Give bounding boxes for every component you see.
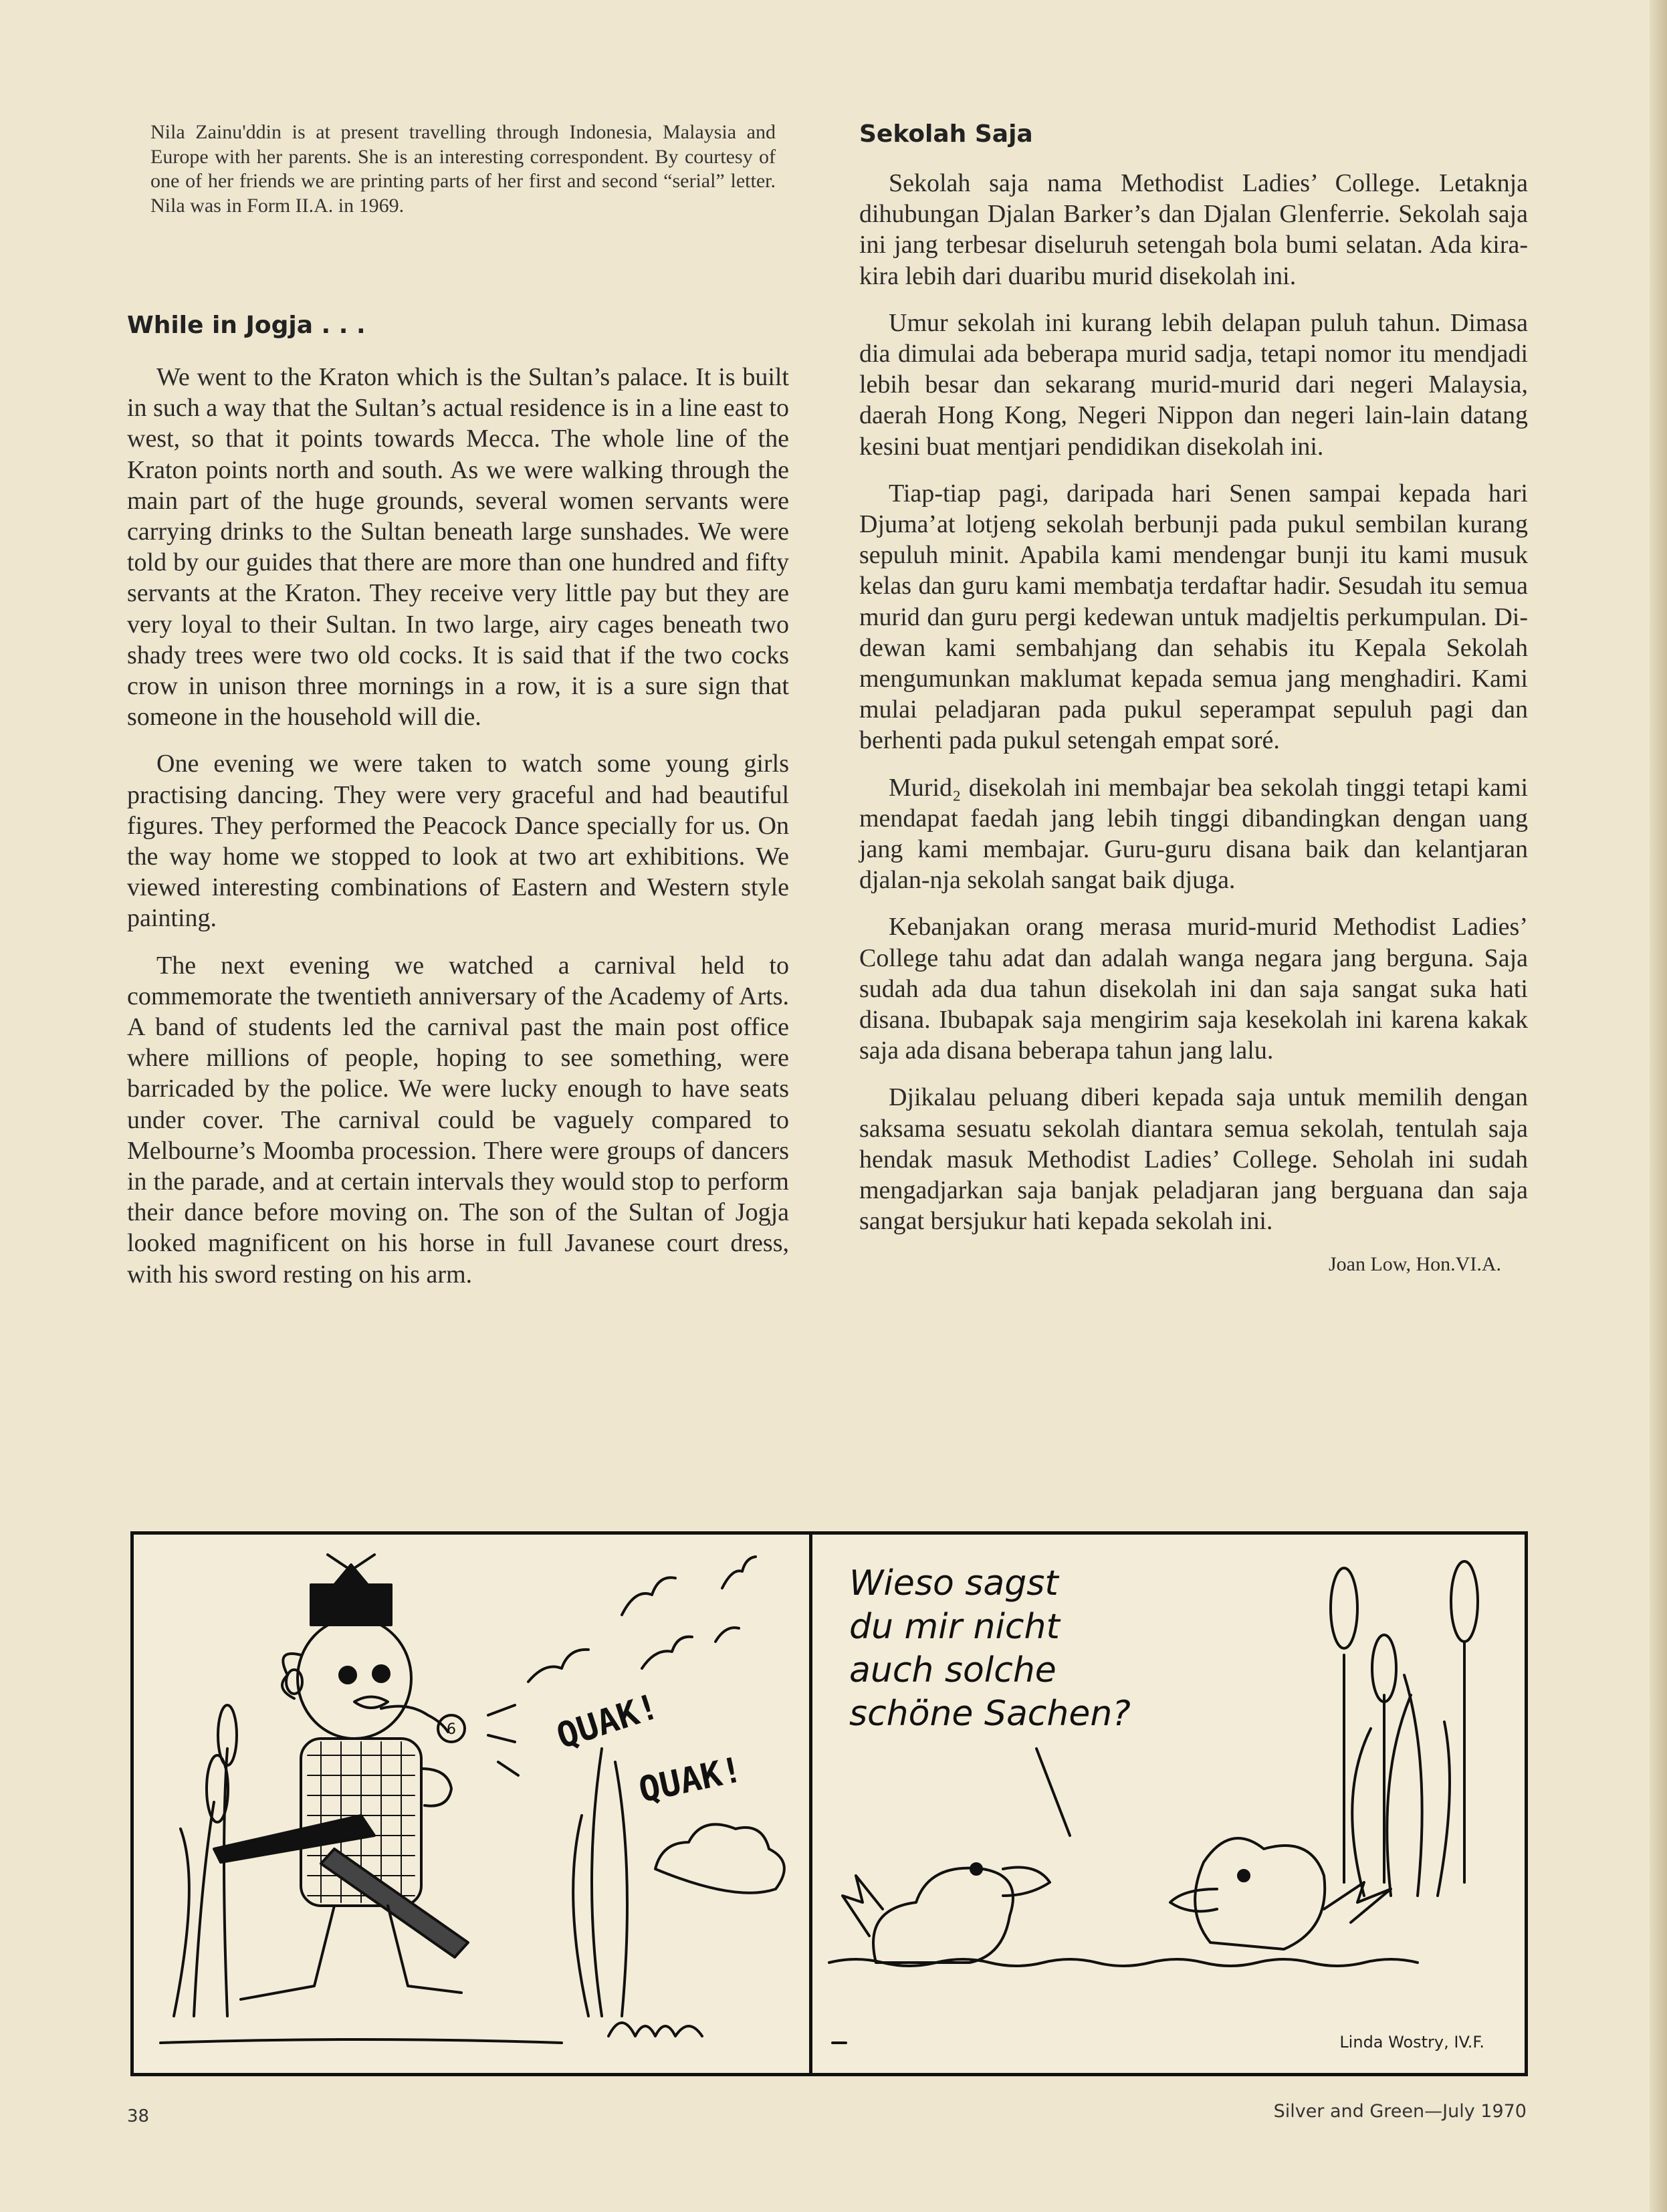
saja-paragraph-5: Kebanjakan orang merasa murid-murid Methodist Ladies’ College tahu adat dan adalah wanga negara jang berguna. Saja sudah ada dua tahun disekolah ini dan saja sangat suka hati disana. Ibubapak saja mengirim saja kesekolah ini karena kakak saja ada disana beberapa tahun jang lalu. xyxy=(859,913,1528,1065)
speech-line-3: auch solche xyxy=(849,1650,1057,1690)
duck-right-tail xyxy=(1324,1882,1391,1922)
saja-paragraph-3: Tiap-tiap pagi, daripada hari Senen sampai kepada hari Djuma’at lotjeng sekolah berbunji pada pukul sembilan kurang sepuluh minit. Apabila kami mendengar bunji itu kami musuk kelas dan guru kami membatja terdaftar hadir. Sesudah itu semua murid dan guru pergi kedewan untuk madjeltis perkumpulan. Di-dewan kami sembahjang dan sehabis itu Kepala Sekolah mengumunkan maklumat kepada semua jang menghadiri. Kami mulai peladjaran pada pukul seperampat sepuluh pagi dan berhenti pada pukul setengah empat soré. xyxy=(859,479,1528,755)
left-panel-drawing xyxy=(160,1555,784,2043)
left-leg xyxy=(241,1906,334,1999)
ear xyxy=(286,1670,302,1694)
middle-reeds xyxy=(573,1749,627,2016)
page-number: 38 xyxy=(127,2106,150,2126)
speech-text xyxy=(849,1563,1131,1734)
grass xyxy=(608,2023,702,2036)
left-eye xyxy=(340,1667,356,1683)
saja-paragraph-2: Umur sekolah ini kurang lebih delapan puluh tahun. Dimasa dia dimulai ada beberapa murid sadja, tetapi nomor itu mendjadi lebih besar dan sekarang murid-murid dari negeri Malaysia, daerah Hong Kong, Negeri Nippon dan negeri lain-lain datang kesini buat mentjari pendidikan disekolah ini. xyxy=(859,308,1528,461)
author-signature: Joan Low, Hon.VI.A. xyxy=(1328,1252,1501,1275)
speech-line-2: du mir nicht xyxy=(849,1607,1060,1647)
saja-paragraph-6: Djikalau peluang diberi kepada saja untuk memilih dengan saksama sesuatu sekolah diantara semua sekolah, tentulah saja hendak masuk Methodist Ladies’ College. Seholah ini sudah mengadjarkan saja banjak peladjaran jang berguana dan saja sangat bersjukur hati kepada sekolah ini. xyxy=(859,1083,1528,1236)
moustache xyxy=(354,1697,388,1708)
jogja-paragraph-2: One evening we were taken to watch some young girls practising dancing. They were very graceful and had beautiful figures. They performed the Peacock Dance specially for us. On the way home we stopped to look at two art exhibitions. We viewed interesting combinations of Eastern and Western style painting. xyxy=(127,750,789,933)
hat-icon xyxy=(311,1555,391,1625)
right-panel-drawing xyxy=(829,1561,1478,2043)
cartoon-credit: Linda Wostry, IV.F. xyxy=(1339,2033,1484,2052)
saja-paragraph-1: Sekolah saja nama Methodist Ladies’ College. Letaknja dihubungan Djalan Barker’s dan Djalan Glenferrie. Sekolah saja ini jang terbesar diseluruh setengah bola bumi selatan. Ada kira-kira lebih dari duaribu murid disekolah ini. xyxy=(859,169,1528,290)
duck-right xyxy=(1170,1838,1391,1949)
publication-footer: Silver and Green—July 1970 xyxy=(1273,2101,1527,2122)
svg-text:6: 6 xyxy=(447,1721,456,1738)
speech-line-1: Wieso sagst xyxy=(849,1563,1059,1603)
ground-line xyxy=(160,2039,562,2043)
speech-line-4: schöne Sachen? xyxy=(849,1694,1131,1734)
hand xyxy=(421,1769,451,1806)
saja-paragraph-4: Murid₂ disekolah ini membajar bea sekolah tinggi tetapi kami mendapat faedah jang lebih tinggi dibandingkan dengan uang jang kami membajar. Guru-guru disana baik dan kelantjaran djalan-nja sekolah sangat baik djuga. xyxy=(859,773,1528,895)
right-eye xyxy=(373,1666,389,1682)
jogja-paragraph-1: We went to the Kraton which is the Sultan’s palace. It is built in such a way that the Sultan’s actual residence is in a line east to west, so that it points towards Mecca. The whole line of the Kraton points north and south. As we were walking through the main part of the huge grounds, several women servants were carrying drinks to the Sultan beneath large sunshades. We were told by our guides that there are more than one hundred and fifty servants at the Kraton. They receive very little pay but they are very loyal to their Sultan. In two large, airy cages beneath two shady trees were two old cocks. It is said that if the two cocks crow in unison three mornings in a row, it is a sure sign that someone in the household will die. xyxy=(127,363,789,732)
speech-pointer xyxy=(1036,1749,1070,1836)
jogja-paragraph-3: The next evening we watched a carnival held to commemorate the twentieth anniversary of the Academy of Arts. A band of students led the carnival past the main post office where millions of people, hoping to see something, were barricaded by the police. We were lucky enough to have seats under cover. The carnival could be vaguely compared to Melbourne’s Moomba procession. There were groups of dancers in the parade, and at certain intervals they would stop to perform their dance before moving on. The son of the Sultan of Jogja looked magnificent on his horse in full Javanese court dress, with his sword resting on his arm. xyxy=(127,951,789,1289)
bird-4 xyxy=(642,1637,692,1668)
cartoon-strip xyxy=(130,1531,1528,2076)
sound-lines xyxy=(488,1705,518,1775)
duck-left xyxy=(843,1864,1050,1963)
cartoon-drawing xyxy=(134,1535,1525,2073)
intro-note: Nila Zainu'ddin is at present travelling through Indonesia, Malaysia and Europe with her parents. She is an interesting correspondent. By courtesy of one of her friends we are printing parts of her first and second “serial” letter. Nila was in Form II.A. in 1969. xyxy=(150,121,776,217)
bird-3 xyxy=(528,1650,588,1682)
cattails xyxy=(1331,1561,1478,1896)
right-column xyxy=(859,120,1528,1276)
heading-while-in-jogja: While in Jogja . . . xyxy=(127,312,366,339)
heading-sekolah-saja: Sekolah Saja xyxy=(859,120,1033,148)
left-column xyxy=(127,120,789,1306)
page-edge xyxy=(1650,0,1667,2212)
bird-1 xyxy=(622,1577,675,1615)
quak-text-2: QUAK! xyxy=(635,1749,746,1811)
bird-5 xyxy=(715,1628,739,1642)
quak-sounds xyxy=(552,1686,746,1811)
quak-text-1: QUAK! xyxy=(552,1686,664,1757)
bird-2 xyxy=(722,1557,756,1588)
bush xyxy=(655,1824,784,1892)
